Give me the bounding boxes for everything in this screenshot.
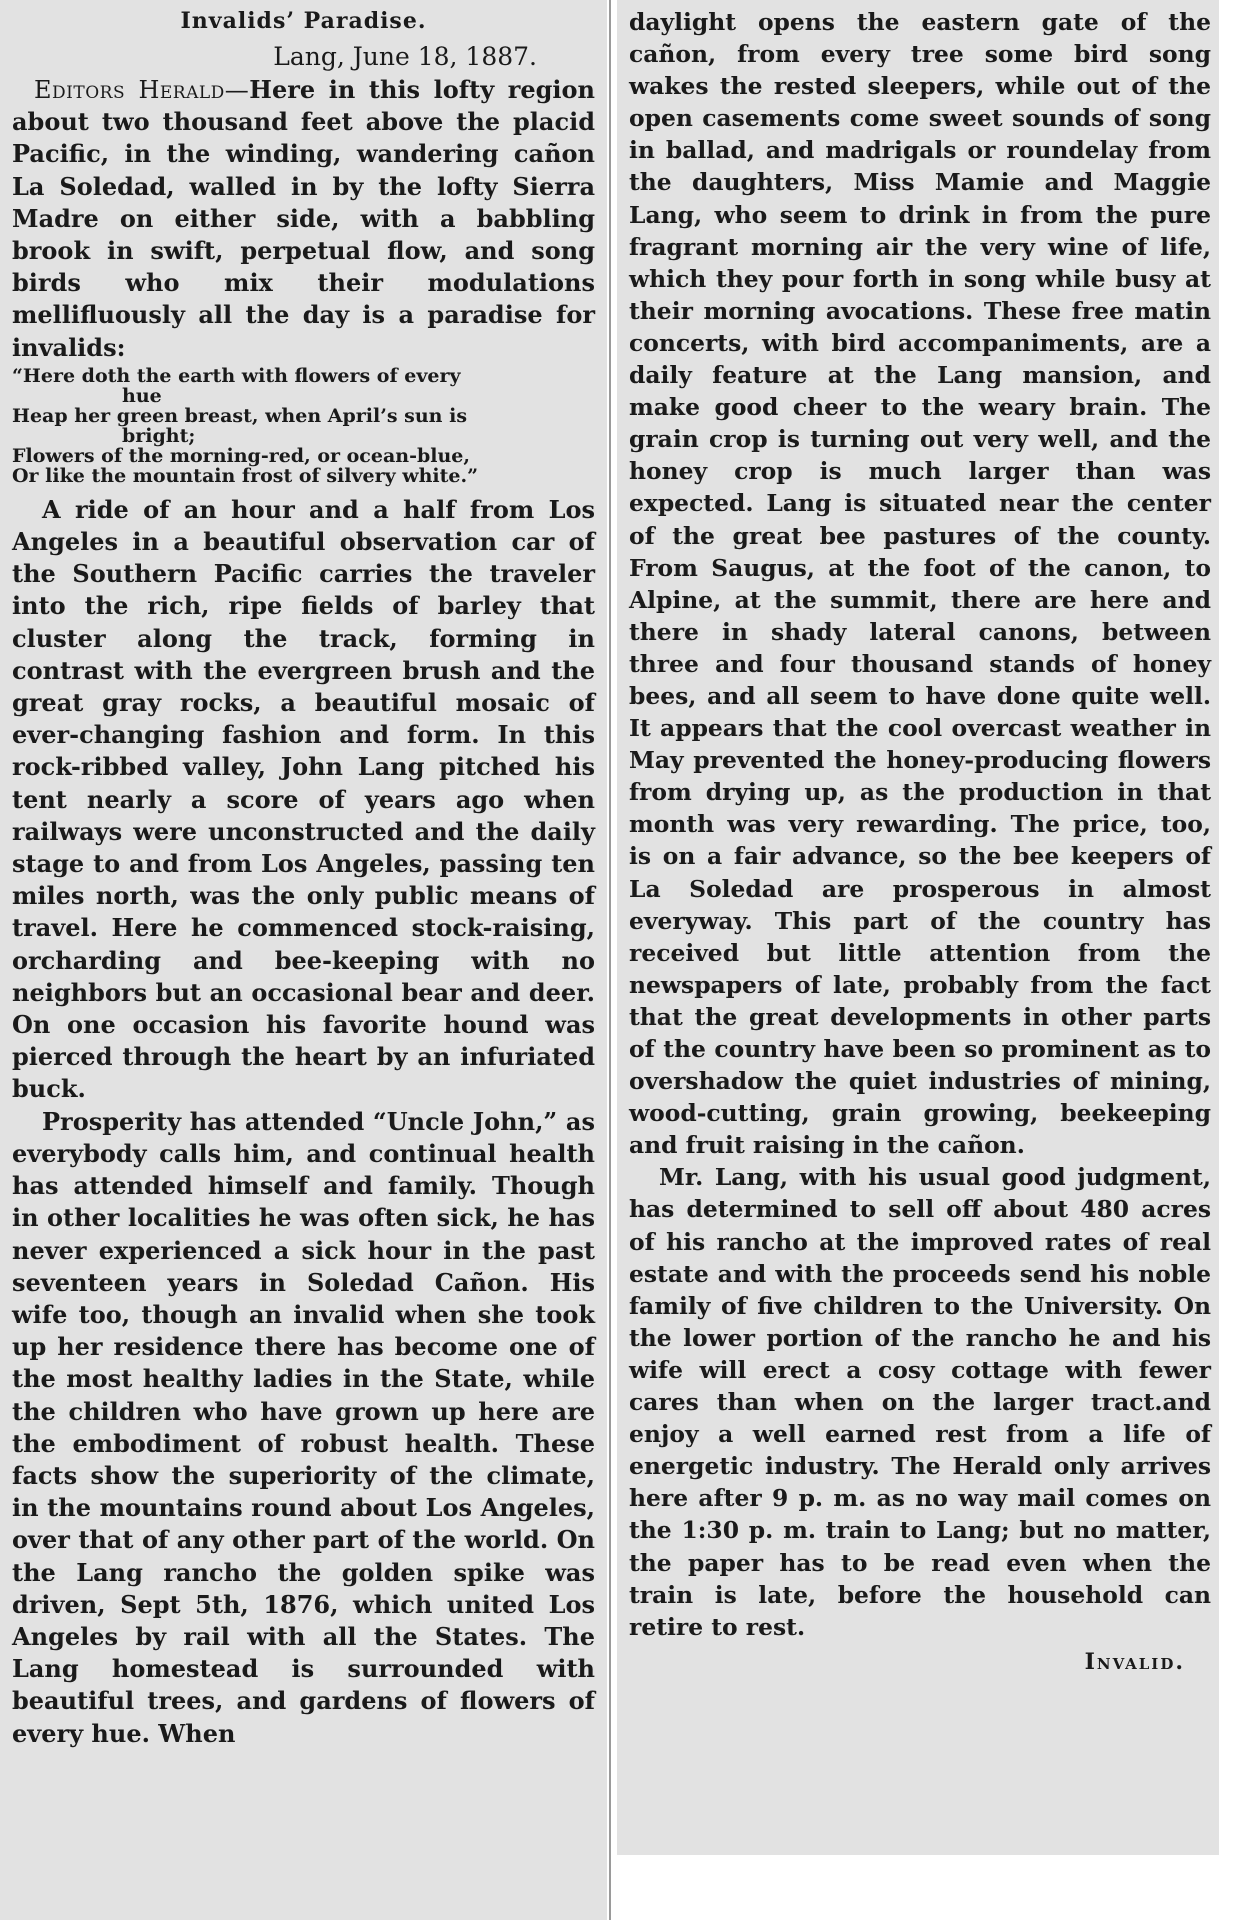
poem-line-4: Or like the mountain frost of silvery white.” bbox=[12, 464, 479, 487]
paragraph-3-part-1: Prosperity has attended “Uncle John,” as everybody calls him, and continual health has attended himself and family. Though in other localities he was often sick, he has never experienced a sick hour in the past seventeen years in Soledad Cañon. His wife too, though an invalid when she took up her residence there has become one of the most healthy ladies in the State, while the children who have grown up here are the embodiment of robust health. These facts show the superiority of the climate, in the mountains round about Los Angeles, over that of any other part of the world. On the Lang rancho the golden spike was driven, Sept 5th, 1876, which united Los Angeles by rail with all the States. The Lang homestead is surrounded with beautiful trees, and gardens of flowers of every hue. When bbox=[12, 1106, 595, 1748]
paragraph-2: A ride of an hour and a half from Los Angeles in a beautiful observation car of the Southern Pacific carries the traveler into the rich, ripe fields of barley that cluster along the track, forming in contrast with the evergreen brush and the great gray rocks, a beautiful mosaic of ever-changing fashion and form. In this rock-ribbed valley, John Lang pitched his tent nearly a score of years ago when railways were unconstructed and the daily stage to and from Los Angeles, passing ten miles north, was the only public means of travel. Here he commenced stock-raising, orcharding and bee-keeping with no neighbors but an occasional bear and deer. On one occasion his favorite hound was pierced through the heart by an infuriated buck. bbox=[12, 494, 595, 1104]
poem-line-1-cont: hue bbox=[122, 384, 162, 407]
poem-line-3: Flowers of the morning-red, or ocean-blue, bbox=[12, 444, 470, 467]
dateline: Lang, June 18, 1887. bbox=[273, 42, 537, 71]
paragraph-1-text: Here in this lofty region about two thousand feet above the placid Pacific, in the winding, wandering cañon La Soledad, walled in by the lofty Sierra Madre on either side, with a babbling brook in swift, perpetual flow, and song birds who mix their modulations mellifluously all the day is a paradise for invalids: bbox=[12, 75, 595, 362]
left-column bbox=[0, 0, 607, 1920]
right-column bbox=[617, 0, 1219, 1855]
poem-quote bbox=[12, 366, 595, 486]
paragraph-3-part-2: daylight opens the eastern gate of the cañon, from every tree some bird song wakes the rested sleepers, while out of the open casements come sweet sounds of song in ballad, and madrigals or roundelay from the daughters, Miss Mamie and Maggie Lang, who seem to drink in from the pure fragrant morning air the very wine of life, which they pour forth in song while busy at their morning avocations. These free matin concerts, with bird accompaniments, are a daily feature at the Lang mansion, and make good cheer to the weary brain. The grain crop is turning out very well, and the honey crop is much larger than was expected. Lang is situated near the center of the great bee pastures of the county. From Saugus, at the foot of the canon, to Alpine, at the summit, there are here and there in shady lateral canons, between three and four thousand stands of honey bees, and all seem to have done quite well. It appears that the cool overcast weather in May prevented the honey-producing flowers from drying up, as the production in that month was very rewarding. The price, too, is on a fair advance, so the bee keepers of La Soledad are prosperous in almost everyway. This part of the country has received but little attention from the newspapers of late, probably from the fact that the great developments in other parts of the country have been so prominent as to overshadow the quiet industries of mining, wood-cutting, grain growing, beekeeping and fruit raising in the cañon. bbox=[629, 8, 1211, 1160]
salutation: Editors Herald— bbox=[34, 76, 250, 104]
article-title: Invalids’ Paradise. bbox=[180, 8, 427, 34]
paragraph-4: Mr. Lang, with his usual good judgment, has determined to sell off about 480 acres of his rancho at the improved rates of real estate and with the proceeds send his noble family of five children to the University. On the lower portion of the rancho he and his wife will erect a cosy cottage with fewer cares than when on the larger tract.and enjoy a well earned rest from a life of energetic industry. The Herald only arrives here after 9 p. m. as no way mail comes on the 1:30 p. m. train to Lang; but no matter, the paper has to be read even when the train is late, before the household can retire to rest. bbox=[629, 1163, 1211, 1641]
poem-line-1: “Here doth the earth with flowers of every bbox=[12, 364, 461, 387]
signature: Invalid. bbox=[1084, 1648, 1185, 1675]
poem-line-2: Heap her green breast, when April’s sun is bbox=[12, 404, 468, 427]
column-rule bbox=[609, 0, 611, 1920]
poem-line-2-cont: bright; bbox=[122, 424, 196, 447]
paragraph-1 bbox=[12, 74, 595, 364]
